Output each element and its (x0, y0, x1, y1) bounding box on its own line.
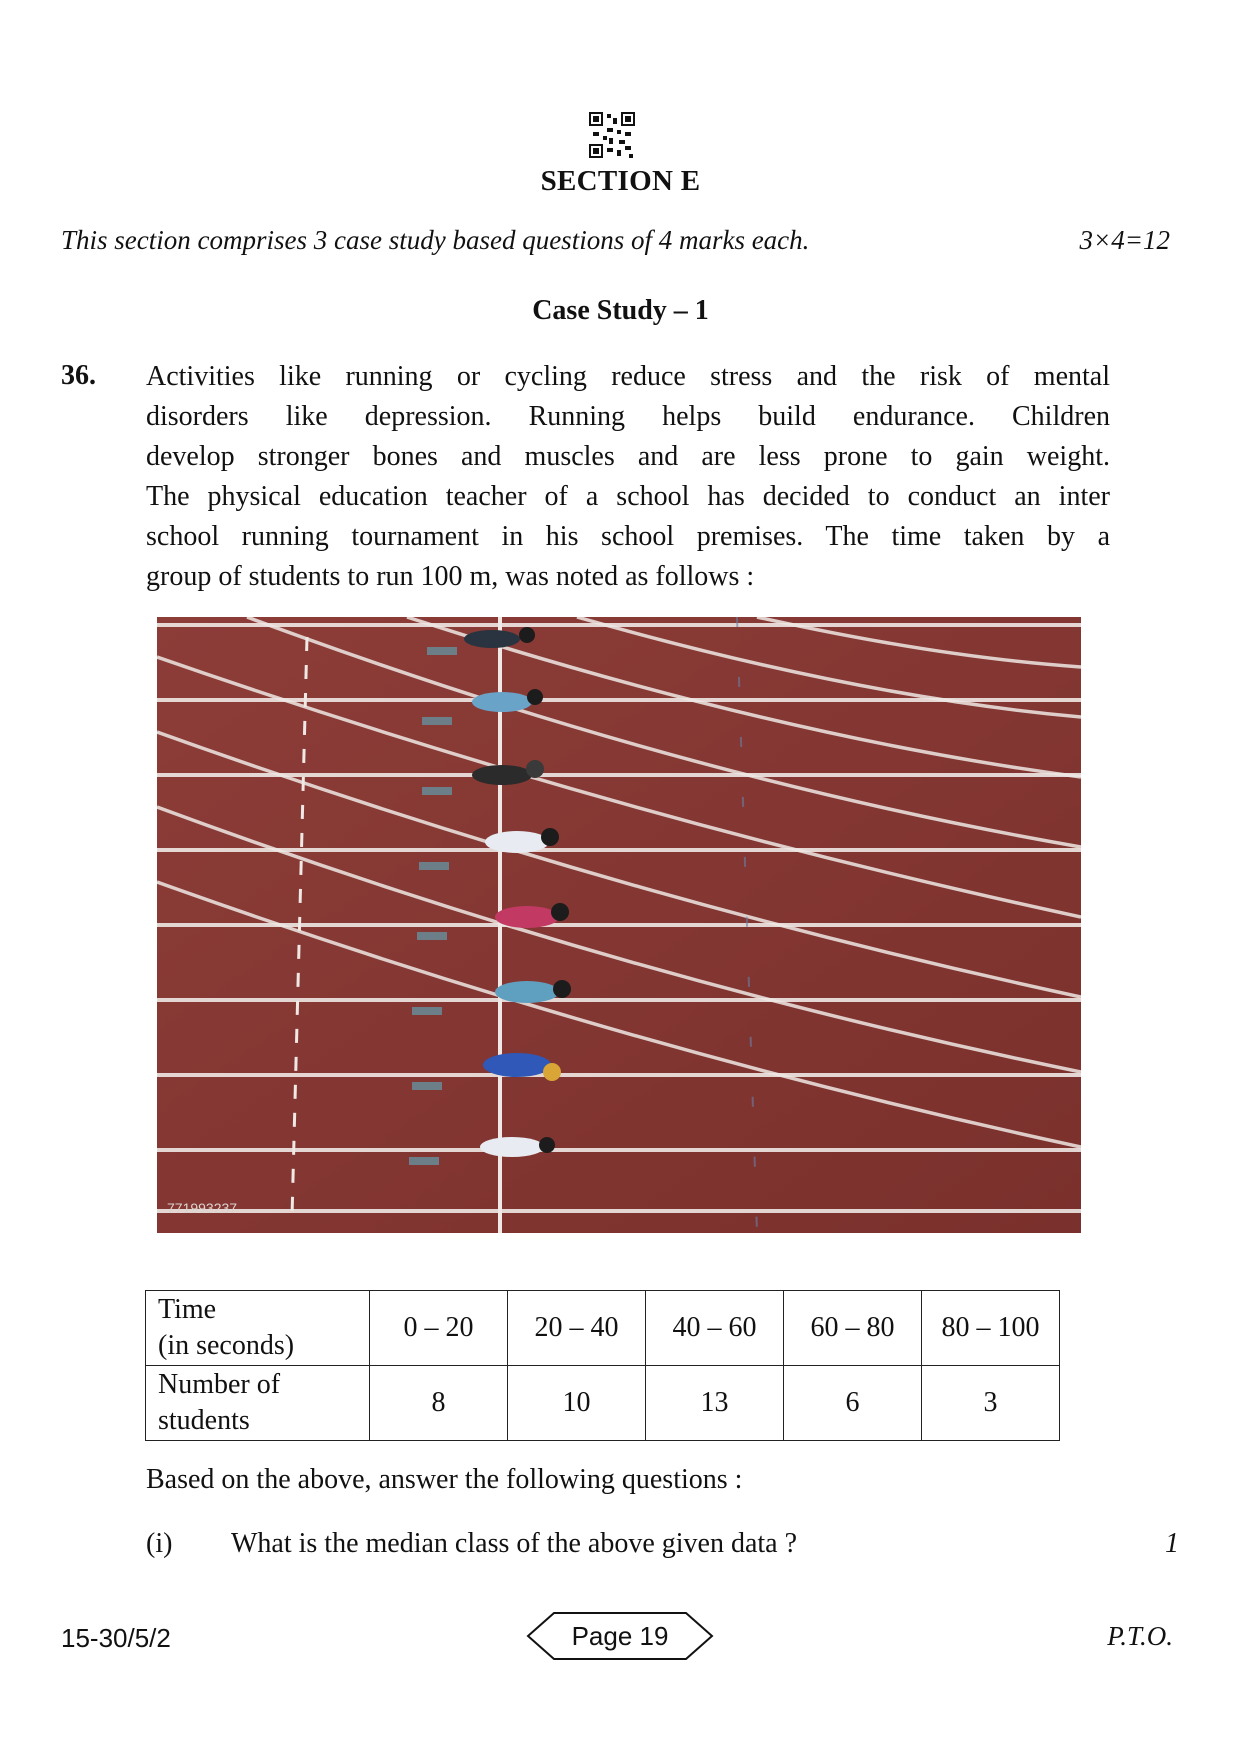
sub-question-number: (i) (146, 1528, 173, 1559)
data-table (145, 1290, 1060, 1441)
sub-question-marks: 1 (1165, 1528, 1179, 1559)
section-title: SECTION E (540, 165, 701, 197)
running-track-photo (157, 617, 1081, 1233)
table-row (146, 1366, 1060, 1441)
case-study-title: Case Study – 1 (532, 295, 709, 326)
passage-line: Activities like running or cycling reduce stress and the risk of mental (146, 361, 1110, 392)
table-cell: 6 (784, 1366, 922, 1441)
table-cell: 20 – 40 (508, 1291, 646, 1366)
row-header-students: Number of students (146, 1366, 370, 1441)
paper-code: 15-30/5/2 (61, 1623, 171, 1653)
passage-line: school running tournament in his school premises. The time taken by a (146, 521, 1110, 552)
table-cell: 80 – 100 (922, 1291, 1060, 1366)
table-cell: 0 – 20 (370, 1291, 508, 1366)
questions-prompt: Based on the above, answer the following questions : (146, 1464, 743, 1495)
qr-code (589, 112, 635, 158)
question-passage (146, 357, 1110, 597)
passage-line: The physical education teacher of a school has decided to conduct an inter (146, 481, 1110, 512)
row-header-time: Time (in seconds) (146, 1291, 370, 1366)
pto-label: P.T.O. (1107, 1621, 1173, 1651)
sub-question-text: What is the median class of the above given data ? (231, 1528, 798, 1559)
table-row (146, 1291, 1060, 1366)
table-cell: 10 (508, 1366, 646, 1441)
question-number: 36. (61, 360, 96, 391)
table-cell: 60 – 80 (784, 1291, 922, 1366)
page-number: Page 19 (571, 1621, 669, 1651)
table-cell: 13 (646, 1366, 784, 1441)
passage-line: disorders like depression. Running helps build endurance. Children (146, 401, 1110, 432)
section-marks: 3×4=12 (1079, 225, 1170, 255)
table-cell: 40 – 60 (646, 1291, 784, 1366)
table-cell: 3 (922, 1366, 1060, 1441)
section-intro: This section comprises 3 case study based questions of 4 marks each. (61, 225, 810, 255)
passage-line: develop stronger bones and muscles and are less prone to gain weight. (146, 441, 1110, 472)
table-cell: 8 (370, 1366, 508, 1441)
passage-line: group of students to run 100 m, was noted as follows : (146, 561, 755, 592)
photo-watermark: 771993237 (167, 1200, 238, 1216)
